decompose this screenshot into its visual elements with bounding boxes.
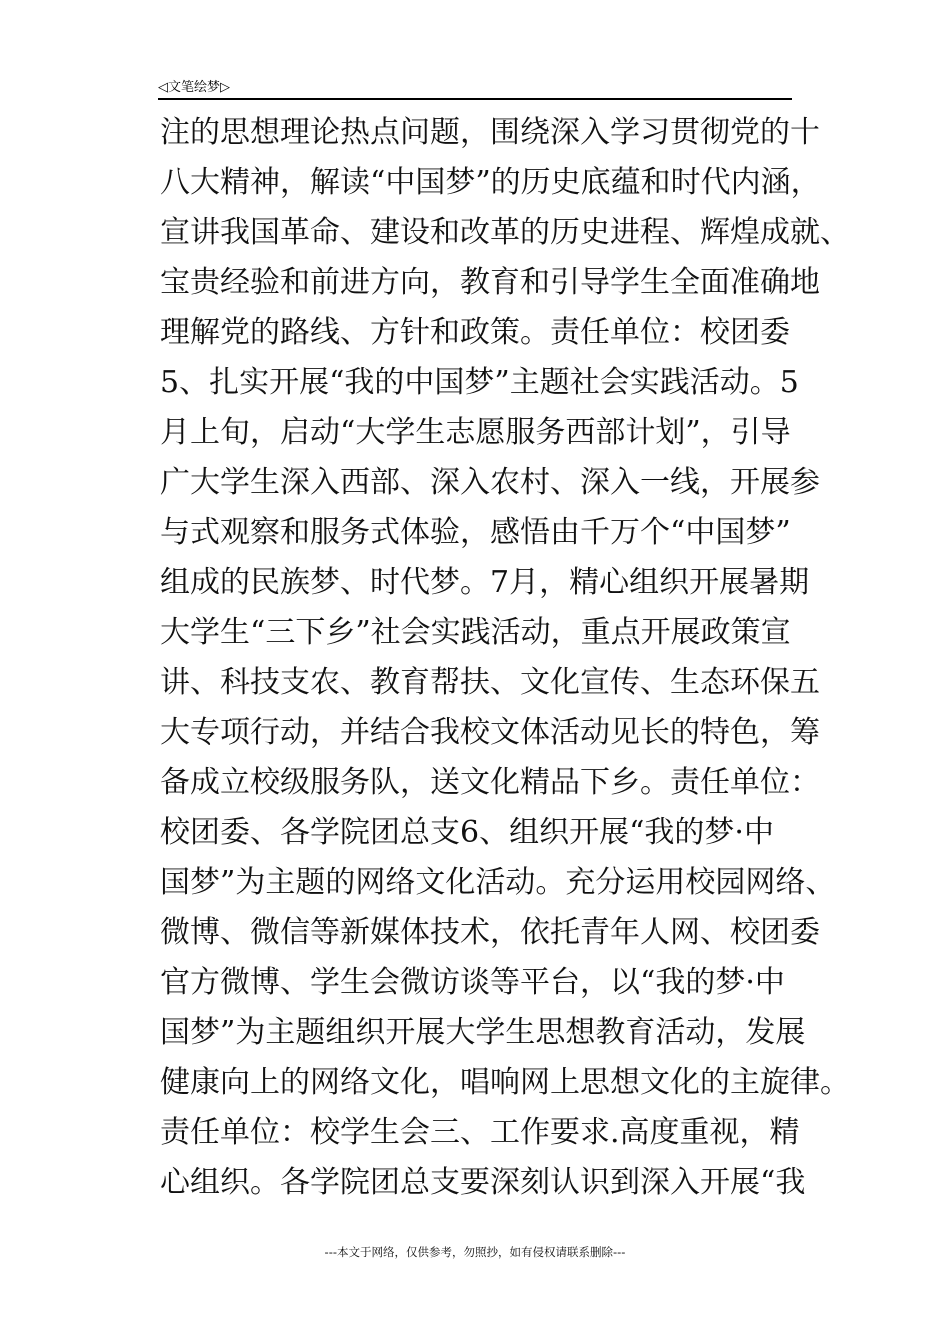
document-body [160, 108, 850, 1208]
text-line: 国梦”为主题组织开展大学生思想教育活动，发展 [160, 1015, 806, 1050]
page-footer: ---本文于网络，仅供参考，勿照抄，如有侵权请联系删除--- [324, 1245, 626, 1259]
text-line: 宝贵经验和前进方向，教育和引导学生全面准确地 [160, 265, 820, 300]
text-line: 理解党的路线、方针和政策。责任单位：校团委 [160, 315, 790, 350]
text-line: 注的思想理论热点问题，围绕深入学习贯彻党的十 [160, 115, 820, 150]
text-line: 健康向上的网络文化，唱响网上思想文化的主旋律。 [160, 1065, 850, 1100]
page-header [158, 72, 792, 100]
text-line: 责任单位：校学生会三、工作要求.高度重视，精 [160, 1115, 800, 1150]
text-line: 校团委、各学院团总支6、组织开展“我的梦·中 [160, 815, 774, 850]
text-line: 备成立校级服务队，送文化精品下乡。责任单位： [160, 765, 820, 800]
text-line: 宣讲我国革命、建设和改革的历史进程、辉煌成就、 [160, 215, 850, 250]
text-line: 国梦”为主题的网络文化活动。充分运用校园网络、 [160, 865, 836, 900]
text-line: 大专项行动，并结合我校文体活动见长的特色，筹 [160, 715, 820, 750]
text-line: 讲、科技支农、教育帮扶、文化宣传、生态环保五 [160, 665, 820, 700]
header-title: ◁文笔绘梦▷ [158, 80, 230, 95]
text-line: 八大精神，解读“中国梦”的历史底蕴和时代内涵， [160, 165, 821, 200]
text-line: 组成的民族梦、时代梦。7月，精心组织开展暑期 [160, 565, 810, 600]
text-line: 微博、微信等新媒体技术，依托青年人网、校团委 [160, 915, 820, 950]
text-line: 官方微博、学生会微访谈等平台，以“我的梦·中 [160, 965, 785, 1000]
text-line: 与式观察和服务式体验，感悟由千万个“中国梦” [160, 515, 791, 550]
text-line: 月上旬，启动“大学生志愿服务西部计划”，引导 [160, 415, 791, 450]
text-line: 5、扎实开展“我的中国梦”主题社会实践活动。5 [160, 365, 799, 400]
text-line: 大学生“三下乡”社会实践活动，重点开展政策宣 [160, 615, 791, 650]
text-line: 广大学生深入西部、深入农村、深入一线，开展参 [160, 465, 820, 500]
text-line: 心组织。各学院团总支要深刻认识到深入开展“我 [160, 1165, 806, 1200]
